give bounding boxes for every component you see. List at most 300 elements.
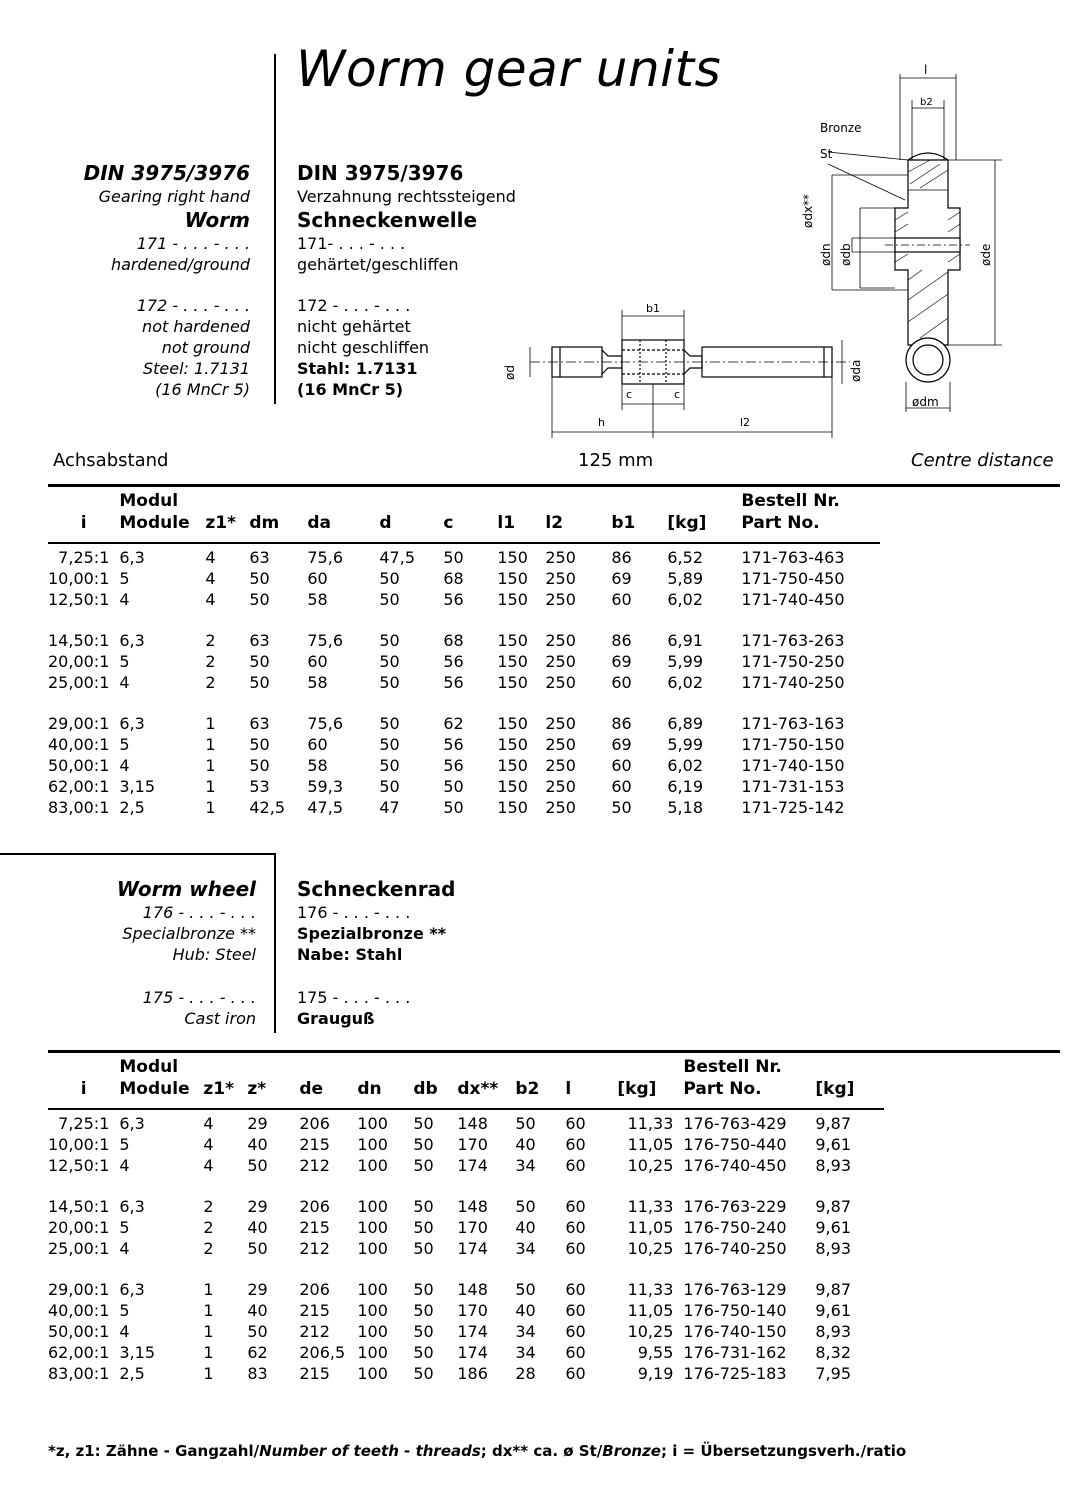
table-cell: 50 [379, 631, 400, 651]
table-cell: 50 [379, 672, 400, 692]
table-cell: 2 [205, 672, 216, 692]
column-header [565, 1056, 617, 1078]
column-header [443, 490, 497, 512]
table-cell: 86 [611, 714, 632, 734]
column-header: Bestell Nr. [683, 1057, 782, 1077]
table-cell: 7,95 [815, 1363, 851, 1383]
dim-label-b2: b2 [920, 97, 933, 108]
table-cell: 50 [515, 1197, 536, 1217]
table-cell: 250 [545, 735, 576, 755]
column-header: Module [119, 513, 190, 533]
table-cell: 176-750-440 [683, 1134, 787, 1154]
column-header: c [443, 513, 454, 533]
table-cell: 250 [545, 755, 576, 775]
table-cell: 1 [205, 714, 216, 734]
footnote [48, 1442, 906, 1460]
table-cell: 150 [497, 714, 528, 734]
column-header [413, 1056, 457, 1078]
table-cell: 174 [457, 1155, 488, 1175]
table-cell: 6,3 [119, 548, 145, 567]
table-cell: 50 [413, 1363, 434, 1383]
wheel-bronze-en: Specialbronze ** [122, 924, 256, 943]
table-cell: 5 [119, 1217, 130, 1237]
table-cell: 69 [611, 651, 632, 671]
column-header: Bestell Nr. [741, 491, 840, 511]
table-cell: 12,50:1 [48, 1155, 110, 1175]
table-cell: 5 [119, 1301, 130, 1321]
spacer-row [48, 1100, 875, 1114]
table-cell: 50 [443, 797, 464, 817]
wheel-hub-de: Nabe: Stahl [297, 945, 403, 964]
table-cell: 20,00:1 [48, 651, 110, 671]
table-cell: 4 [203, 1155, 214, 1175]
table-cell: 7,25:1 [58, 1114, 110, 1133]
table-cell: 250 [545, 568, 576, 588]
table-cell: 11,33 [627, 1197, 674, 1217]
table-cell: 40 [247, 1301, 268, 1321]
column-header [307, 490, 379, 512]
table-cell: 12,50:1 [48, 589, 110, 609]
table-cell: 170 [457, 1134, 488, 1154]
rule-wheel-section [0, 853, 276, 855]
table-row [48, 714, 881, 735]
table-cell: 150 [497, 797, 528, 817]
table-cell: 174 [457, 1342, 488, 1362]
table-cell: 50 [249, 755, 270, 775]
worm-table [48, 490, 881, 818]
table-cell: 8,32 [815, 1342, 851, 1362]
column-header [249, 490, 307, 512]
table-cell: 5 [119, 1134, 130, 1154]
table-cell: 100 [357, 1321, 388, 1341]
table-cell: 176-750-140 [683, 1301, 787, 1321]
label-st: St [820, 147, 833, 161]
table-row [48, 798, 881, 819]
table-cell: 50 [249, 735, 270, 755]
table-cell: 250 [545, 776, 576, 796]
table-row [48, 1280, 875, 1301]
table-cell: 69 [611, 568, 632, 588]
table-cell: 50 [611, 797, 632, 817]
table-cell: 29 [247, 1114, 268, 1133]
column-header [515, 1056, 565, 1078]
table-cell: 150 [497, 776, 528, 796]
table-cell: 186 [457, 1363, 488, 1383]
worm-gearing-de: Verzahnung rechtssteigend [297, 187, 516, 206]
table-cell: 50,00:1 [48, 1321, 110, 1341]
table-cell: 1 [205, 797, 216, 817]
table-cell: 25,00:1 [48, 1238, 110, 1258]
footnote-part1: *z, z1: Zähne - Gangzahl/ [48, 1442, 260, 1460]
table-cell: 2 [205, 631, 216, 651]
table-cell: 2 [203, 1217, 214, 1237]
table-cell: 60 [565, 1321, 586, 1341]
table-row [48, 569, 881, 590]
table-cell: 10,00:1 [48, 568, 110, 588]
rule-table1-top [48, 484, 1060, 487]
table-row [48, 1218, 875, 1239]
table-cell: 171-740-450 [741, 589, 845, 609]
table-row [48, 631, 881, 652]
table-row [48, 652, 881, 673]
table-cell: 60 [565, 1197, 586, 1217]
table-cell: 5 [119, 651, 130, 671]
table-cell: 9,61 [815, 1301, 851, 1321]
table-cell: 215 [299, 1134, 330, 1154]
table-cell: 40,00:1 [48, 1301, 110, 1321]
table-cell: 5,99 [667, 651, 703, 671]
wheel-right-block [297, 876, 557, 1029]
table-cell: 34 [515, 1342, 536, 1362]
dim-label-dn: ødn [819, 243, 833, 266]
table-cell: 1 [205, 776, 216, 796]
table-cell: 100 [357, 1134, 388, 1154]
table-cell: 6,02 [667, 755, 703, 775]
table-cell: 40,00:1 [48, 735, 110, 755]
table-cell: 206 [299, 1280, 330, 1300]
table-cell: 3,15 [119, 776, 155, 796]
wheel-bronze-de: Spezialbronze ** [297, 924, 447, 943]
table-cell: 62,00:1 [48, 776, 110, 796]
table-cell: 8,93 [815, 1238, 851, 1258]
table-cell: 250 [545, 589, 576, 609]
table-row [48, 1364, 875, 1385]
dim-label-c1: c [626, 388, 633, 401]
table-cell: 60 [307, 735, 328, 755]
table-row [48, 1114, 875, 1135]
table-cell: 6,52 [667, 548, 703, 567]
table-cell: 11,33 [627, 1280, 674, 1300]
divider-vertical-top [274, 54, 276, 404]
table-cell: 176-750-240 [683, 1217, 787, 1237]
table-cell: 14,50:1 [48, 631, 110, 651]
table-cell: 148 [457, 1280, 488, 1300]
table-cell: 50 [379, 735, 400, 755]
table-row [48, 735, 881, 756]
table-cell: 215 [299, 1363, 330, 1383]
table-cell: 47,5 [379, 548, 415, 567]
table-row [48, 1343, 875, 1364]
table-cell: 4 [119, 1238, 130, 1258]
table-cell: 50 [443, 548, 464, 567]
table-cell: 4 [205, 589, 216, 609]
table-cell: 150 [497, 755, 528, 775]
table-cell: 62 [247, 1342, 268, 1362]
table-cell: 50 [413, 1301, 434, 1321]
table-cell: 11,05 [627, 1134, 674, 1154]
column-header: Module [119, 1079, 190, 1099]
table-cell: 5 [119, 735, 130, 755]
table-cell: 4 [119, 1155, 130, 1175]
header-row [48, 512, 881, 534]
table-cell: 6,3 [119, 631, 145, 651]
worm-shaft-drawing [530, 310, 850, 438]
worm-steel2-de: (16 MnCr 5) [297, 380, 404, 399]
table-cell: 206 [299, 1114, 330, 1133]
table-cell: 50 [413, 1134, 434, 1154]
dim-label-l2: l2 [740, 416, 751, 429]
worm-code171-de: 171- . . . - . . . [297, 234, 406, 253]
table-cell: 60 [611, 776, 632, 796]
table-cell: 171-763-263 [741, 631, 845, 651]
table-cell: 171-740-150 [741, 755, 845, 775]
table-cell: 58 [307, 755, 328, 775]
table-cell: 50 [247, 1238, 268, 1258]
table-cell: 34 [515, 1238, 536, 1258]
table-cell: 20,00:1 [48, 1217, 110, 1237]
table-cell: 4 [119, 589, 130, 609]
table-cell: 60 [565, 1114, 586, 1133]
column-header: i [80, 513, 87, 533]
table-cell: 11,05 [627, 1301, 674, 1321]
table-cell: 50 [379, 651, 400, 671]
table-cell: 50 [443, 776, 464, 796]
table-cell: 148 [457, 1197, 488, 1217]
header-row [48, 1078, 875, 1100]
table-cell: 40 [247, 1217, 268, 1237]
column-header [247, 1056, 299, 1078]
table-cell: 150 [497, 735, 528, 755]
table-cell: 176-725-183 [683, 1363, 787, 1383]
table-cell: 150 [497, 589, 528, 609]
table-cell: 29 [247, 1197, 268, 1217]
wheel-table [48, 1056, 875, 1384]
table-cell: 29,00:1 [48, 1280, 110, 1300]
worm-not-ground-de: nicht geschliffen [297, 338, 430, 357]
table-cell: 150 [497, 631, 528, 651]
table-cell: 4 [203, 1114, 214, 1133]
table-cell: 215 [299, 1301, 330, 1321]
column-header: da [307, 513, 332, 533]
table-cell: 176-763-129 [683, 1280, 787, 1300]
table-cell: 6,3 [119, 1197, 145, 1217]
table-cell: 40 [515, 1217, 536, 1237]
dim-label-c2: c [674, 388, 681, 401]
table-cell: 6,02 [667, 589, 703, 609]
table-cell: 174 [457, 1321, 488, 1341]
table-cell: 9,61 [815, 1134, 851, 1154]
table-cell: 150 [497, 672, 528, 692]
worm-not-hardened-en: not hardened [142, 317, 250, 336]
table-cell: 50 [379, 589, 400, 609]
table-cell: 206,5 [299, 1342, 346, 1362]
footnote-part4: Bronze [602, 1442, 661, 1460]
table-cell: 2,5 [119, 1363, 145, 1383]
wheel-code175-de: 175 - . . . - . . . [297, 988, 411, 1007]
table-cell: 34 [515, 1155, 536, 1175]
table-cell: 100 [357, 1114, 388, 1133]
table-cell: 10,25 [627, 1321, 674, 1341]
column-header: dx** [457, 1079, 499, 1099]
table-cell: 171-725-142 [741, 797, 845, 817]
table-cell: 83,00:1 [48, 797, 110, 817]
table-cell: 171-740-250 [741, 672, 845, 692]
worm-gearing-en: Gearing right hand [98, 187, 250, 206]
table-cell: 9,55 [637, 1342, 674, 1362]
table-cell: 5 [119, 568, 130, 588]
table-cell: 4 [119, 672, 130, 692]
table-cell: 9,19 [637, 1363, 674, 1383]
table-cell: 1 [203, 1363, 214, 1383]
table-cell: 9,87 [815, 1197, 851, 1217]
table-row [48, 548, 881, 569]
wheel-code175-en: 175 - . . . - . . . [142, 988, 256, 1007]
column-header: Part No. [741, 513, 820, 533]
rule-table2-header [48, 1108, 884, 1110]
table-cell: 4 [205, 568, 216, 588]
table-cell: 5,89 [667, 568, 703, 588]
table-cell: 50 [413, 1114, 434, 1133]
table-cell: 4 [119, 755, 130, 775]
table-cell: 250 [545, 548, 576, 567]
table-cell: 176-740-150 [683, 1321, 787, 1341]
table-cell: 8,93 [815, 1321, 851, 1341]
table-cell: 50 [379, 714, 400, 734]
table-cell: 11,05 [627, 1217, 674, 1237]
table-cell: 56 [443, 589, 464, 609]
group-gap [48, 1260, 875, 1281]
footnote-part5: ; i = Übersetzungsverh./ratio [660, 1442, 907, 1460]
group-gap [48, 1176, 875, 1197]
column-header: [kg] [667, 513, 707, 533]
table-cell: 68 [443, 631, 464, 651]
table-cell: 150 [497, 651, 528, 671]
table-cell: 50 [413, 1238, 434, 1258]
table-cell: 63 [249, 714, 270, 734]
table-cell: 170 [457, 1217, 488, 1237]
worm-not-hardened-de: nicht gehärtet [297, 317, 411, 336]
column-header: z* [247, 1079, 267, 1099]
table-cell: 50 [413, 1321, 434, 1341]
table-cell: 50 [413, 1155, 434, 1175]
column-header [205, 490, 249, 512]
table-cell: 2 [205, 651, 216, 671]
divider-vertical-wheel [274, 853, 276, 1033]
table-cell: 68 [443, 568, 464, 588]
column-header [497, 490, 545, 512]
table-cell: 60 [611, 672, 632, 692]
table-cell: 6,89 [667, 714, 703, 734]
table-cell: 8,93 [815, 1155, 851, 1175]
table-cell: 53 [249, 776, 270, 796]
column-header [611, 490, 667, 512]
table-cell: 10,00:1 [48, 1134, 110, 1154]
table-cell: 9,87 [815, 1280, 851, 1300]
table-cell: 100 [357, 1238, 388, 1258]
table-cell: 5,18 [667, 797, 703, 817]
column-header: [kg] [617, 1079, 657, 1099]
column-header: Part No. [683, 1079, 762, 1099]
table-cell: 75,6 [307, 548, 343, 567]
table-cell: 176-731-162 [683, 1342, 787, 1362]
worm-steel-de: Stahl: 1.7131 [297, 359, 418, 378]
table-cell: 6,02 [667, 672, 703, 692]
wheel-code176-en: 176 - . . . - . . . [142, 903, 256, 922]
table-cell: 59,3 [307, 776, 343, 796]
column-header: b2 [515, 1079, 540, 1099]
worm-code171-en: 171 - . . . - . . . [136, 234, 250, 253]
table-cell: 174 [457, 1238, 488, 1258]
table-cell: 60 [565, 1217, 586, 1237]
table-cell: 62 [443, 714, 464, 734]
centre-distance-value: 125 mm [578, 450, 654, 471]
table-cell: 212 [299, 1321, 330, 1341]
table-cell: 29 [247, 1280, 268, 1300]
table-cell: 50 [413, 1197, 434, 1217]
column-header: i [80, 1079, 87, 1099]
column-header: b1 [611, 513, 636, 533]
table-cell: 50 [379, 568, 400, 588]
table-cell: 6,91 [667, 631, 703, 651]
table-cell: 50 [249, 589, 270, 609]
column-header: z1* [203, 1079, 234, 1099]
table-cell: 6,3 [119, 1280, 145, 1300]
table-cell: 4 [119, 1321, 130, 1341]
table-row [48, 673, 881, 694]
header-row [48, 490, 881, 512]
wheel-left-block [10, 876, 256, 1029]
column-header [667, 490, 741, 512]
table-cell: 60 [565, 1238, 586, 1258]
table-cell: 58 [307, 589, 328, 609]
table-cell: 29,00:1 [48, 714, 110, 734]
wheel-hub-en: Hub: Steel [172, 945, 256, 964]
column-header: Modul [119, 1057, 179, 1077]
worm-code172-en: 172 - . . . - . . . [136, 296, 250, 315]
page-title: Worm gear units [296, 40, 722, 98]
column-header [299, 1056, 357, 1078]
table-cell: 50 [249, 568, 270, 588]
table-cell: 56 [443, 735, 464, 755]
column-header [545, 490, 611, 512]
column-header [357, 1056, 413, 1078]
table-cell: 83 [247, 1363, 268, 1383]
worm-steel-en: Steel: 1.7131 [142, 359, 250, 378]
table-cell: 86 [611, 548, 632, 567]
table-cell: 2 [203, 1238, 214, 1258]
table-cell: 1 [205, 755, 216, 775]
table-cell: 10,25 [627, 1238, 674, 1258]
table-cell: 75,6 [307, 714, 343, 734]
table-cell: 60 [565, 1155, 586, 1175]
table-cell: 50 [413, 1280, 434, 1300]
table-cell: 171-763-163 [741, 714, 845, 734]
table-cell: 3,15 [119, 1342, 155, 1362]
table-cell: 250 [545, 797, 576, 817]
table-cell: 14,50:1 [48, 1197, 110, 1217]
worm-not-ground-en: not ground [161, 338, 250, 357]
worm-hardened-de: gehärtet/geschliffen [297, 255, 459, 274]
table-cell: 4 [203, 1134, 214, 1154]
table-cell: 50 [379, 776, 400, 796]
table-row [48, 1301, 875, 1322]
dim-label-db: ødb [839, 243, 853, 266]
wheel-name-en: Worm wheel [116, 877, 256, 901]
table-cell: 75,6 [307, 631, 343, 651]
dim-label-h: h [598, 416, 605, 429]
table-row [48, 590, 881, 611]
table-row [48, 1197, 875, 1218]
table-cell: 60 [611, 755, 632, 775]
table-cell: 1 [203, 1321, 214, 1341]
table-cell: 100 [357, 1301, 388, 1321]
table-row [48, 756, 881, 777]
table-cell: 1 [205, 735, 216, 755]
table-cell: 60 [565, 1301, 586, 1321]
table-cell: 4 [205, 548, 216, 567]
table-cell: 60 [565, 1134, 586, 1154]
column-header: db [413, 1079, 438, 1099]
